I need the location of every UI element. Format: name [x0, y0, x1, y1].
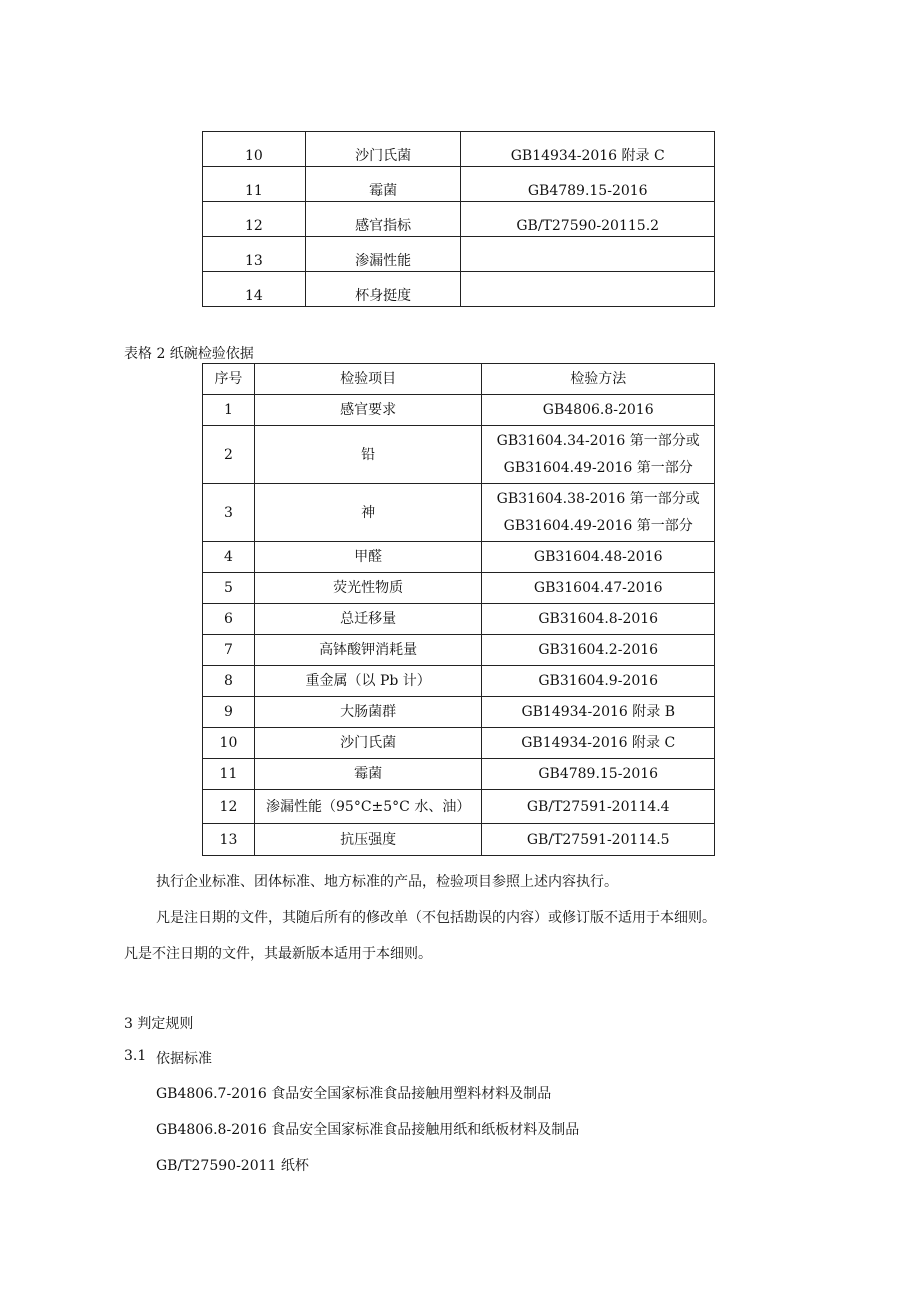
table-row	[203, 395, 715, 426]
inspection-method: GB14934-2016 附录 B	[482, 697, 715, 728]
inspection-method: GB4789.15-2016	[482, 759, 715, 790]
table-row	[203, 202, 715, 237]
table-row	[203, 272, 715, 307]
inspection-method: GB31604.8-2016	[482, 604, 715, 635]
table-row	[203, 426, 715, 484]
inspection-method: GB4789.15-2016	[461, 167, 715, 202]
row-number: 5	[203, 573, 255, 604]
inspection-item: 高钵酸钾消耗量	[254, 635, 482, 666]
table-row	[203, 542, 715, 573]
standard-reference: GB4806.7-2016 食品安全国家标准食品接触用塑料材料及制品	[156, 1086, 552, 1102]
paragraph-enterprise-standards: 执行企业标准、团体标准、地方标准的产品，检验项目参照上述内容执行。	[156, 874, 618, 890]
row-number: 7	[203, 635, 255, 666]
table-row	[203, 728, 715, 759]
inspection-item: 铅	[254, 426, 482, 484]
row-number: 1	[203, 395, 255, 426]
inspection-method: GB/T27591-20114.4	[482, 790, 715, 824]
paragraph-undated-references: 凡是不注日期的文件，其最新版本适用于本细则。	[124, 946, 432, 962]
inspection-method: GB31604.47-2016	[482, 573, 715, 604]
table-row	[203, 697, 715, 728]
row-number: 13	[203, 237, 306, 272]
inspection-item: 大肠菌群	[254, 697, 482, 728]
header-method: 检验方法	[482, 364, 715, 395]
inspection-item: 甲醛	[254, 542, 482, 573]
table-row	[203, 824, 715, 856]
inspection-item: 渗漏性能	[305, 237, 461, 272]
row-number: 8	[203, 666, 255, 697]
inspection-method: GB31604.2-2016	[482, 635, 715, 666]
row-number: 14	[203, 272, 306, 307]
table-header-row	[203, 364, 715, 395]
inspection-item: 沙门氏菌	[305, 132, 461, 167]
standard-reference: GB/T27590-2011 纸杯	[156, 1158, 309, 1174]
subsection-title: 依据标准	[156, 1051, 212, 1067]
paper-bowl-inspection-table	[202, 363, 715, 856]
header-item: 检验项目	[254, 364, 482, 395]
inspection-method	[461, 272, 715, 307]
table-caption: 表格 2 纸碗检验依据	[124, 346, 254, 362]
table-row	[203, 132, 715, 167]
table-row	[203, 237, 715, 272]
inspection-item: 抗压强度	[254, 824, 482, 856]
inspection-method	[482, 484, 715, 542]
row-number: 11	[203, 759, 255, 790]
table-row	[203, 635, 715, 666]
method-line: GB31604.38-2016 第一部分或	[496, 490, 700, 507]
section-heading: 3 判定规则	[124, 1016, 194, 1032]
inspection-item: 荧光性物质	[254, 573, 482, 604]
inspection-method: GB/T27591-20114.5	[482, 824, 715, 856]
row-number: 10	[203, 728, 255, 759]
row-number: 12	[203, 202, 306, 237]
inspection-item: 感官要求	[254, 395, 482, 426]
inspection-item: 霉菌	[305, 167, 461, 202]
header-number: 序号	[203, 364, 255, 395]
row-number: 2	[203, 426, 255, 484]
inspection-item: 感官指标	[305, 202, 461, 237]
table-row	[203, 167, 715, 202]
table-row	[203, 604, 715, 635]
table-row	[203, 666, 715, 697]
inspection-item: 总迁移量	[254, 604, 482, 635]
table-row	[203, 573, 715, 604]
table-row	[203, 790, 715, 824]
standard-reference: GB4806.8-2016 食品安全国家标准食品接触用纸和纸板材料及制品	[156, 1122, 580, 1138]
inspection-item: 神	[254, 484, 482, 542]
paper-cup-inspection-table	[202, 131, 715, 307]
row-number: 9	[203, 697, 255, 728]
table-row	[203, 759, 715, 790]
inspection-method	[482, 426, 715, 484]
row-number: 6	[203, 604, 255, 635]
inspection-method: GB/T27590-20115.2	[461, 202, 715, 237]
row-number: 4	[203, 542, 255, 573]
method-line: GB31604.49-2016 第一部分	[503, 517, 693, 534]
row-number: 3	[203, 484, 255, 542]
method-line: GB31604.49-2016 第一部分	[503, 459, 693, 476]
inspection-method: GB4806.8-2016	[482, 395, 715, 426]
inspection-method	[461, 237, 715, 272]
paragraph-dated-references: 凡是注日期的文件，其随后所有的修改单（不包括勘误的内容）或修订版不适用于本细则。	[156, 910, 716, 926]
row-number: 13	[203, 824, 255, 856]
row-number: 11	[203, 167, 306, 202]
inspection-item: 重金属（以 Pb 计）	[254, 666, 482, 697]
inspection-item: 杯身挺度	[305, 272, 461, 307]
table-row	[203, 484, 715, 542]
row-number: 12	[203, 790, 255, 824]
inspection-item: 渗漏性能（95°C±5°C 水、油）	[254, 790, 482, 824]
inspection-item: 霉菌	[254, 759, 482, 790]
inspection-method: GB14934-2016 附录 C	[482, 728, 715, 759]
row-number: 10	[203, 132, 306, 167]
inspection-item: 沙门氏菌	[254, 728, 482, 759]
inspection-method: GB14934-2016 附录 C	[461, 132, 715, 167]
subsection-number: 3.1	[124, 1048, 147, 1064]
inspection-method: GB31604.9-2016	[482, 666, 715, 697]
method-line: GB31604.34-2016 第一部分或	[496, 432, 700, 449]
inspection-method: GB31604.48-2016	[482, 542, 715, 573]
